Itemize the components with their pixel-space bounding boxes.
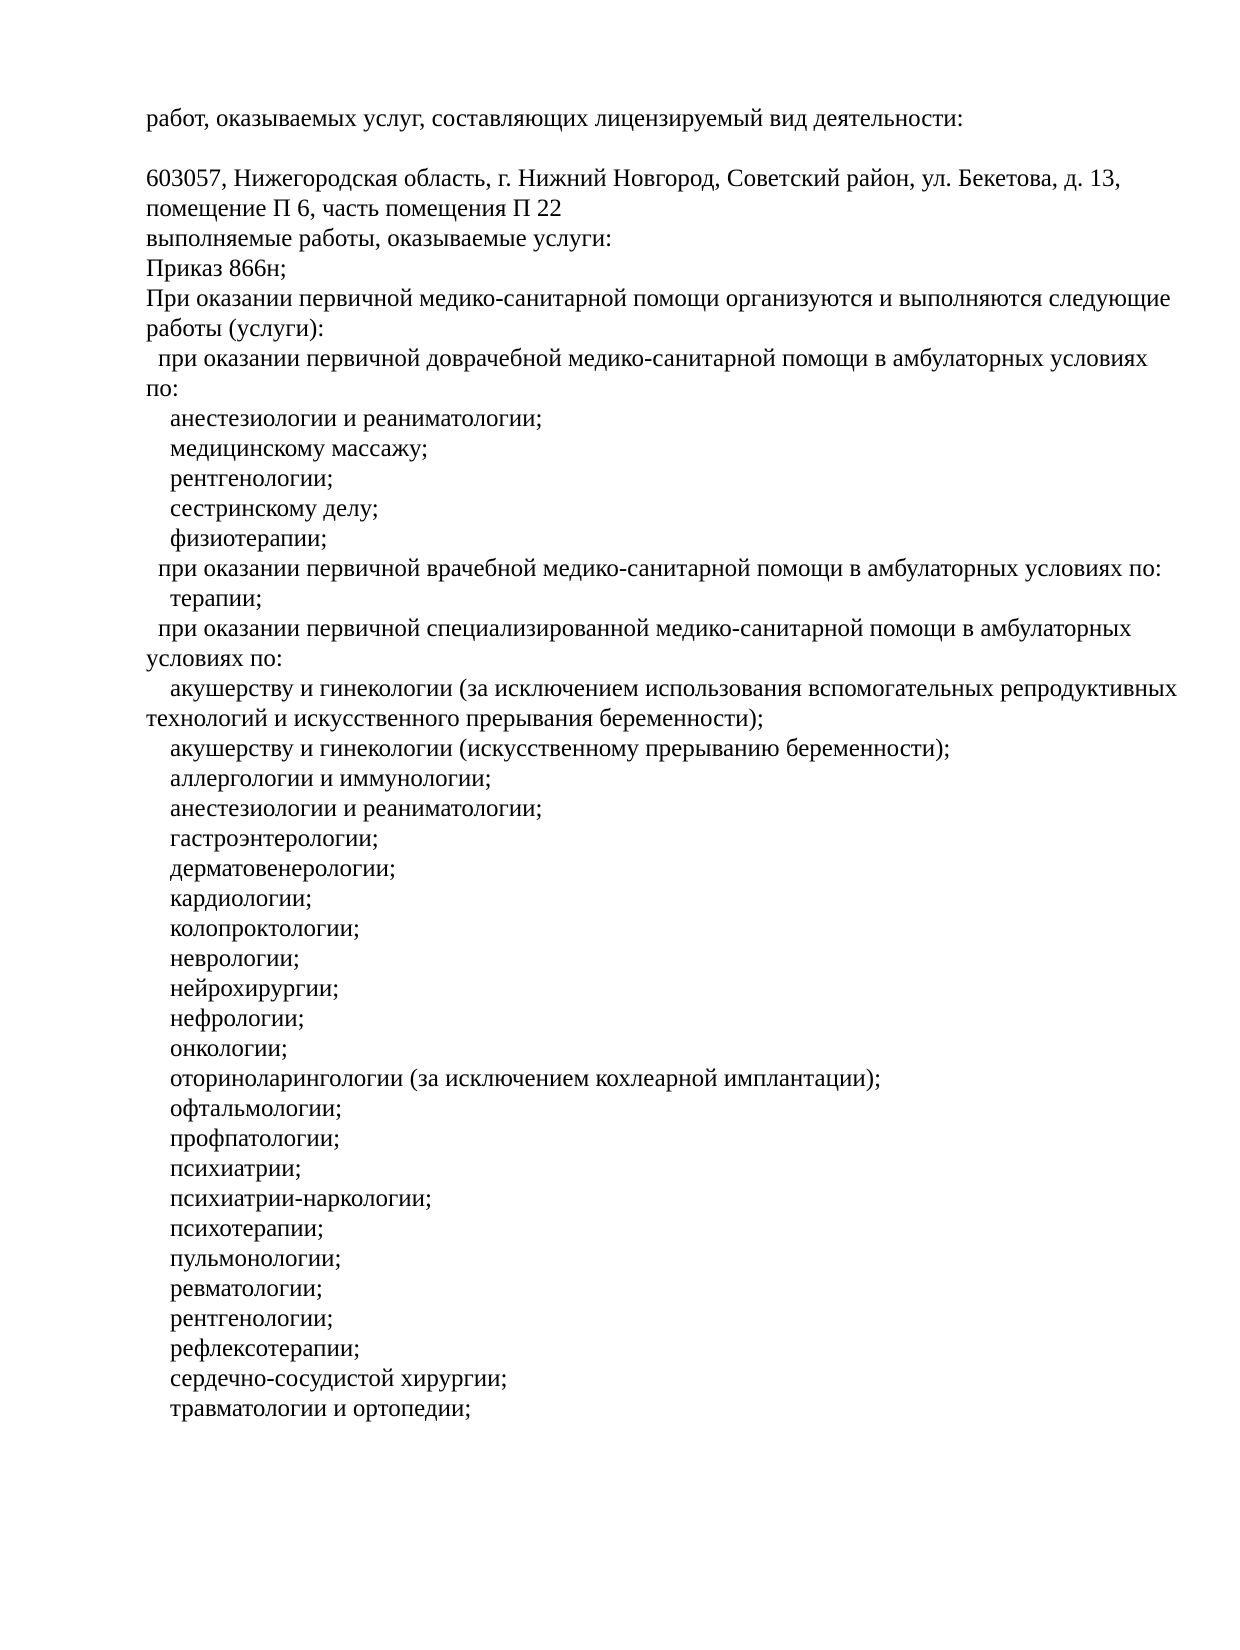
text-line: работ, оказываемых услуг, составляющих лицензируемый вид деятельности: [146, 105, 964, 132]
text-line: акушерству и гинекологии (за исключением использования вспомогательных репродуктивных [170, 675, 1178, 702]
text-line: рентгенологии; [170, 1305, 334, 1332]
text-line: оториноларингологии (за исключением кохлеарной имплантации); [170, 1065, 882, 1092]
text-line: помещение П 6, часть помещения П 22 [146, 195, 562, 222]
text-line: дерматовенерологии; [170, 855, 396, 882]
text-line: гастроэнтерологии; [170, 825, 379, 852]
text-line: условиях по: [146, 645, 283, 672]
text-line: выполняемые работы, оказываемые услуги: [146, 225, 613, 252]
text-line: анестезиологии и реаниматологии; [170, 405, 543, 432]
text-line: 603057, Нижегородская область, г. Нижний Новгород, Советский район, ул. Бекетова, д. 13, [146, 165, 1121, 192]
text-line: анестезиологии и реаниматологии; [170, 795, 543, 822]
text-line: работы (услуги): [146, 315, 325, 342]
text-line: сердечно-сосудистой хирургии; [170, 1365, 508, 1392]
text-line: При оказании первичной медико-санитарной помощи организуются и выполняются следующие [146, 285, 1171, 312]
text-line: при оказании первичной врачебной медико-санитарной помощи в амбулаторных условиях по: [158, 555, 1162, 582]
text-line: рефлексотерапии; [170, 1335, 361, 1362]
text-line: терапии; [170, 585, 263, 612]
text-line: при оказании первичной доврачебной медико-санитарной помощи в амбулаторных условиях [158, 345, 1148, 372]
text-line: пульмонологии; [170, 1245, 342, 1272]
blank-line [146, 134, 1206, 164]
text-line: физиотерапии; [170, 525, 328, 552]
text-line: медицинскому массажу; [170, 435, 429, 462]
text-line: ревматологии; [170, 1275, 323, 1302]
text-line: Приказ 866н; [146, 255, 287, 282]
text-line: при оказании первичной специализированной медико-санитарной помощи в амбулаторных [158, 615, 1132, 642]
text-line: онкологии; [170, 1035, 288, 1062]
text-line: нефрологии; [170, 1005, 305, 1032]
license-works-text-block [146, 104, 1206, 1424]
text-line: офтальмологии; [170, 1095, 343, 1122]
text-line: травматологии и ортопедии; [170, 1395, 472, 1422]
text-line: нейрохирургии; [170, 975, 340, 1002]
text-line: колопроктологии; [170, 915, 360, 942]
text-line: психиатрии-наркологии; [170, 1185, 432, 1212]
text-line: рентгенологии; [170, 465, 334, 492]
text-line: сестринскому делу; [170, 495, 379, 522]
text-line: кардиологии; [170, 885, 313, 912]
text-line: психиатрии; [170, 1155, 302, 1182]
text-line: технологий и искусственного прерывания беременности); [146, 705, 764, 732]
text-line: акушерству и гинекологии (искусственному прерыванию беременности); [170, 735, 951, 762]
text-line: неврологии; [170, 945, 300, 972]
text-line: по: [146, 375, 179, 402]
text-line: профпатологии; [170, 1125, 341, 1152]
text-line: аллергологии и иммунологии; [170, 765, 492, 792]
text-line: психотерапии; [170, 1215, 324, 1242]
